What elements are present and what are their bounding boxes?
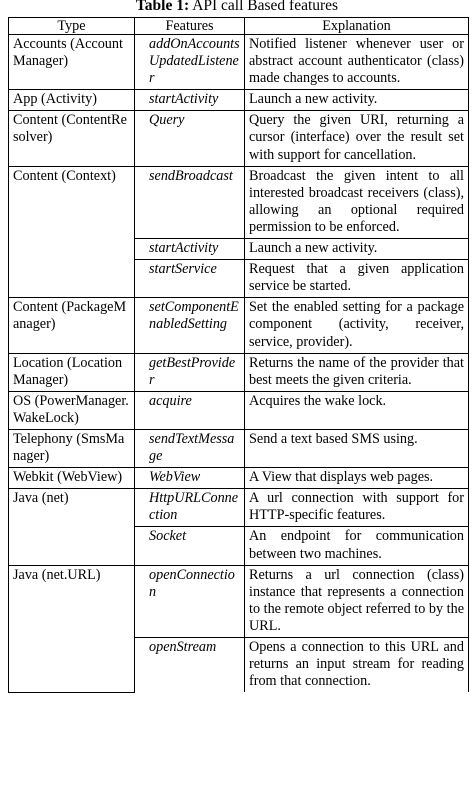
table-row — [9, 166, 469, 238]
type-cell: Content (ContentResolver) — [9, 111, 135, 166]
type-cell: OS (PowerManager.WakeLock) — [9, 391, 135, 429]
table-row — [9, 298, 469, 353]
type-cell: Telephony (SmsManager) — [9, 429, 135, 467]
feature-cell: sendTextMessage — [135, 429, 245, 467]
header-row — [9, 18, 469, 35]
table-row — [9, 429, 469, 467]
table-row — [9, 90, 469, 111]
type-cell: App (Activity) — [9, 90, 135, 111]
explanation-cell: Notified listener whenever user or abstract account authenticator (class) made changes to accounts. — [245, 35, 469, 90]
table-row — [9, 489, 469, 527]
table-row — [9, 391, 469, 429]
header-explanation: Explanation — [245, 18, 469, 35]
feature-cell: WebView — [135, 468, 245, 489]
explanation-cell: Send a text based SMS using. — [245, 429, 469, 467]
table-caption — [0, 0, 474, 15]
feature-cell: HttpURLConnection — [135, 489, 245, 527]
table-row — [9, 565, 469, 637]
explanation-cell: A View that displays web pages. — [245, 468, 469, 489]
explanation-cell: Acquires the wake lock. — [245, 391, 469, 429]
explanation-cell: Launch a new activity. — [245, 90, 469, 111]
table-row — [9, 468, 469, 489]
type-cell: Content (Context) — [9, 166, 135, 298]
explanation-cell: A url connection with support for HTTP-specific features. — [245, 489, 469, 527]
explanation-cell: Opens a connection to this URL and returns an input stream for reading from that connection. — [245, 638, 469, 693]
feature-cell: sendBroadcast — [135, 166, 245, 238]
api-features-table — [8, 17, 469, 693]
feature-cell: setComponentEnabledSetting — [135, 298, 245, 353]
explanation-cell: Request that a given application service be started. — [245, 260, 469, 298]
explanation-cell: Launch a new activity. — [245, 239, 469, 260]
type-cell: Java (net.URL) — [9, 565, 135, 692]
table-row — [9, 353, 469, 391]
type-cell: Content (PackageManager) — [9, 298, 135, 353]
feature-cell: acquire — [135, 391, 245, 429]
feature-cell: addOnAccountsUpdatedListener — [135, 35, 245, 90]
feature-cell: openStream — [135, 638, 245, 693]
explanation-cell: Broadcast the given intent to all interested broadcast receivers (class), allowing an optional required permission to be enforced. — [245, 166, 469, 238]
table-title: API call Based features — [192, 0, 339, 14]
explanation-cell: Set the enabled setting for a package component (activity, receiver, service, provider). — [245, 298, 469, 353]
feature-cell: startActivity — [135, 90, 245, 111]
explanation-cell: Query the given URI, returning a cursor (interface) over the result set with support for cancellation. — [245, 111, 469, 166]
type-cell: Java (net) — [9, 489, 135, 565]
feature-cell: getBestProvider — [135, 353, 245, 391]
table-row — [9, 35, 469, 90]
feature-cell: startActivity — [135, 239, 245, 260]
feature-cell: startService — [135, 260, 245, 298]
feature-cell: openConnection — [135, 565, 245, 637]
feature-cell: Socket — [135, 527, 245, 565]
explanation-cell: Returns the name of the provider that best meets the given criteria. — [245, 353, 469, 391]
table-number: Table 1: — [135, 0, 190, 14]
type-cell: Accounts (AccountManager) — [9, 35, 135, 90]
type-cell: Webkit (WebView) — [9, 468, 135, 489]
header-features: Features — [135, 18, 245, 35]
explanation-cell: Returns a url connection (class) instance that represents a connection to the remote object referred to by the URL. — [245, 565, 469, 637]
feature-cell: Query — [135, 111, 245, 166]
table-row — [9, 111, 469, 166]
type-cell: Location (LocationManager) — [9, 353, 135, 391]
header-type: Type — [9, 18, 135, 35]
explanation-cell: An endpoint for communication between two machines. — [245, 527, 469, 565]
